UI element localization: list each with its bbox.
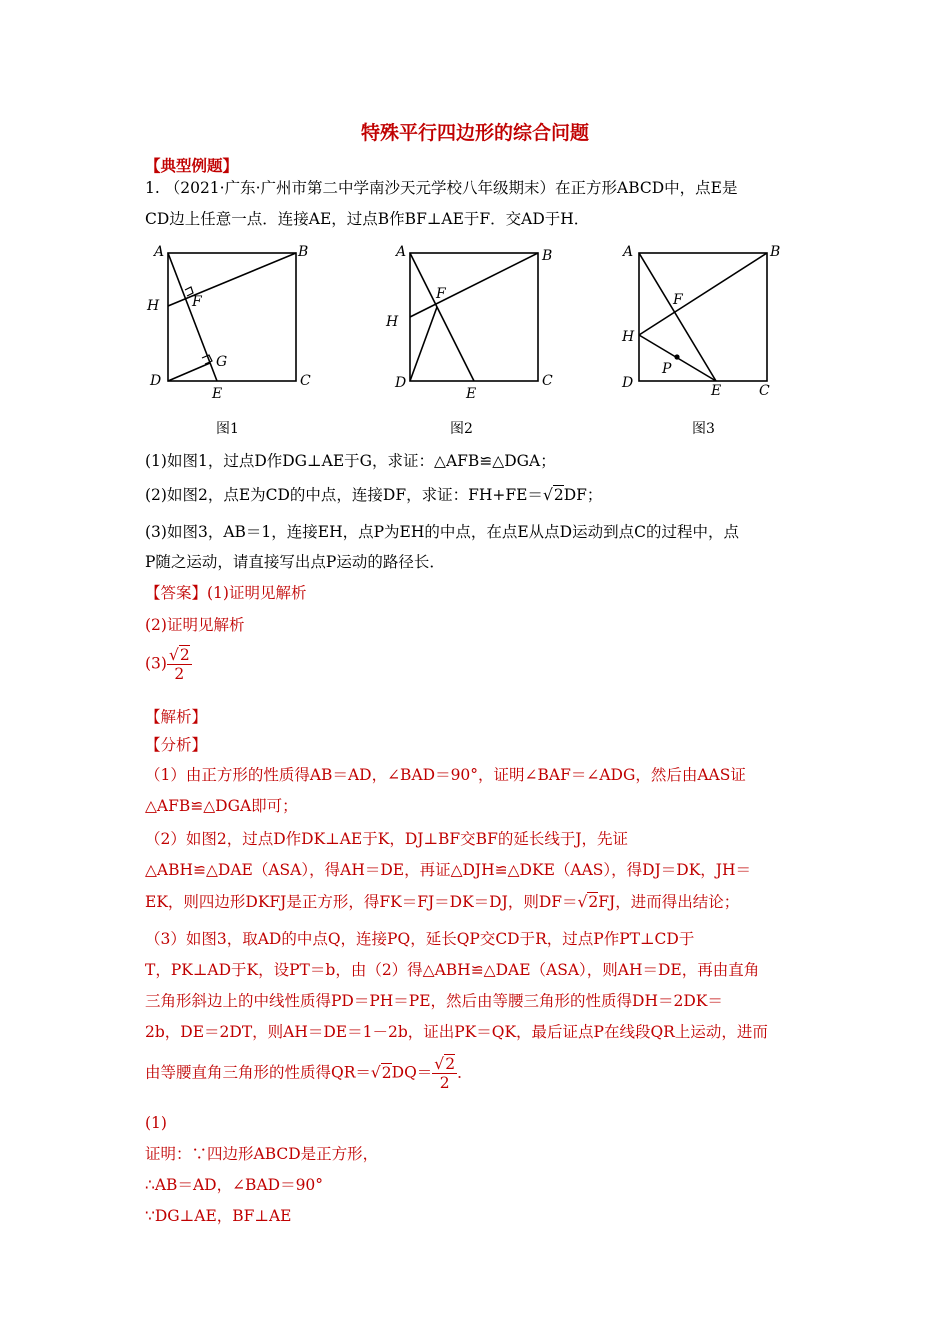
- fig1-square: [168, 253, 296, 381]
- fig2-line-ae: [410, 253, 474, 381]
- fig3-label-h: H: [622, 329, 635, 345]
- jiexi-label: 【解析】: [145, 708, 208, 726]
- geometry-figures: [140, 238, 820, 443]
- fig2-label-h: H: [386, 314, 399, 330]
- fig3-label-d: D: [622, 375, 634, 391]
- fig3-label-e: E: [711, 383, 722, 399]
- fig1-label-d: D: [150, 373, 162, 389]
- fig1-label-f: F: [192, 294, 202, 310]
- fig2-label-d: D: [395, 375, 407, 391]
- analysis-2c: EK，则四边形DKFJ是正方形，得FK＝FJ＝DK＝DJ，则DF＝√2FJ，进而得出结论；: [145, 893, 740, 911]
- answer-3: (3) $\frac{√2}{2}$: [145, 646, 190, 683]
- fig2-label-f: F: [436, 286, 446, 302]
- fig1-label-h: H: [147, 298, 160, 314]
- fig2-label-b: B: [542, 248, 553, 264]
- fig1-label-a: A: [154, 244, 165, 260]
- proof-line-2: ∴AB＝AD，∠BAD＝90°: [145, 1176, 324, 1194]
- proof-line-1: 证明：∵四边形ABCD是正方形，: [145, 1145, 379, 1163]
- analysis-2a: （2）如图2，过点D作DK⊥AE于K，DJ⊥BF交BF的延长线于J，先证: [145, 830, 629, 848]
- fig1-label-c: C: [300, 373, 311, 389]
- fig3-label-p: P: [662, 361, 672, 377]
- fig3-label-c: C: [759, 383, 770, 399]
- analysis-1a: （1）由正方形的性质得AB＝AD，∠BAD＝90°，证明∠BAF＝∠ADG，然后由AAS证: [145, 766, 746, 784]
- fig2-label-e: E: [466, 386, 477, 402]
- fig2-line-bh: [410, 253, 538, 317]
- analysis-3b: T，PK⊥AD于K，设PT＝b，由（2）得△ABH≌△DAE（ASA），则AH＝DE，再由直角: [145, 961, 760, 979]
- fig2-label-c: C: [542, 373, 553, 389]
- proof-number: (1): [145, 1114, 167, 1132]
- fenxi-label: 【分析】: [145, 736, 208, 754]
- fig1-label-b: B: [298, 244, 309, 260]
- fig3-square: [639, 253, 767, 381]
- answer-2: (2)证明见解析: [145, 616, 245, 634]
- question-2: (2)如图2，点E为CD的中点，连接DF，求证：FH+FE＝√2DF；: [145, 486, 603, 504]
- fig3-label-b: B: [770, 244, 781, 260]
- figure-group: [140, 238, 820, 443]
- fig3-label-f: F: [673, 292, 683, 308]
- answer-1: 【答案】(1)证明见解析: [145, 584, 307, 602]
- fig2-square: [410, 253, 538, 381]
- question-3-line-2: P随之运动，请直接写出点P运动的路径长．: [145, 553, 445, 571]
- analysis-3d: 2b，DE＝2DT，则AH＝DE＝1－2b，证出PK＝QK，最后证点P在线段QR上运动，进而: [145, 1023, 768, 1041]
- fig3-line-ae: [639, 253, 716, 381]
- page-title: 特殊平行四边形的综合问题: [360, 122, 589, 144]
- fig3-label-a: A: [623, 244, 634, 260]
- analysis-2b: △ABH≌△DAE（ASA），得AH＝DE，再证△DJH≌△DKE（AAS），得DJ＝DK，JH＝: [145, 861, 752, 879]
- problem-line-2: CD边上任意一点．连接AE，过点B作BF⊥AE于F．交AD于H．: [145, 210, 590, 228]
- analysis-3a: （3）如图3，取AD的中点Q，连接PQ，延长QP交CD于R，过点P作PT⊥CD于: [145, 930, 695, 948]
- section-label: 【典型例题】: [145, 156, 239, 175]
- fig1-caption: 图1: [216, 421, 239, 437]
- fig2-label-a: A: [396, 244, 407, 260]
- fig2-line-df: [410, 307, 437, 381]
- fig1-line-bh: [168, 253, 296, 306]
- fig1-label-e: E: [212, 386, 223, 402]
- fig1-line-dg: [168, 363, 210, 381]
- question-1: (1)如图1，过点D作DG⊥AE于G，求证：△AFB≌△DGA；: [145, 452, 556, 470]
- fig2-caption: 图2: [450, 421, 473, 437]
- question-3-line-1: (3)如图3，AB＝1，连接EH，点P为EH的中点，在点E从点D运动到点C的过程中，点: [145, 523, 739, 541]
- fig1-label-g: G: [216, 354, 228, 370]
- problem-line-1: 1. （2021·广东·广州市第二中学南沙天元学校八年级期末）在正方形ABCD中，点E是: [145, 179, 738, 197]
- analysis-1b: △AFB≌△DGA即可；: [145, 797, 298, 815]
- analysis-3e: 由等腰直角三角形的性质得QR＝√2DQ＝ $\frac{√2}{2}$ ．: [145, 1055, 473, 1092]
- proof-line-3: ∵DG⊥AE，BF⊥AE: [145, 1207, 292, 1225]
- fig3-line-bh: [639, 253, 767, 335]
- fig3-caption: 图3: [692, 421, 715, 437]
- fig3-point-p: [674, 354, 679, 359]
- analysis-3c: 三角形斜边上的中线性质得PD＝PH＝PE，然后由等腰三角形的性质得DH＝2DK＝: [145, 992, 723, 1010]
